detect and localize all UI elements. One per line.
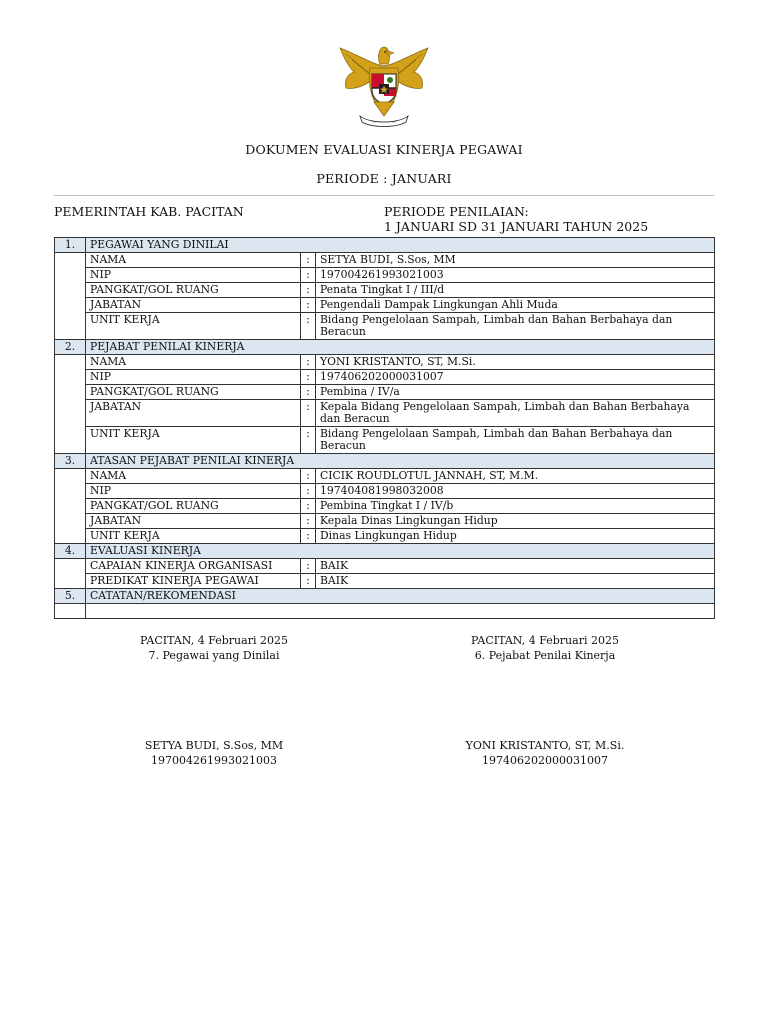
field-value: 197404081998032008: [316, 484, 715, 499]
section-title: ATASAN PEJABAT PENILAI KINERJA: [86, 454, 715, 469]
field-label: UNIT KERJA: [86, 313, 301, 340]
field-value: BAIK: [316, 559, 715, 574]
field-label: NAMA: [86, 253, 301, 268]
sign-place-date: PACITAN, 4 Februari 2025: [471, 634, 619, 647]
field-colon: :: [301, 574, 316, 589]
table-row: [55, 298, 715, 313]
signatory-name: YONI KRISTANTO, ST, M.Si.: [465, 739, 625, 752]
signature-left: [94, 633, 334, 663]
table-row: [55, 268, 715, 283]
table-row: [55, 514, 715, 529]
field-colon: :: [301, 529, 316, 544]
table-row: [55, 469, 715, 484]
section-header: [55, 340, 715, 355]
field-value: Kepala Dinas Lingkungan Hidup: [316, 514, 715, 529]
table-row: [55, 253, 715, 268]
section-header: [55, 238, 715, 253]
field-value: Dinas Lingkungan Hidup: [316, 529, 715, 544]
table-row: [55, 400, 715, 427]
field-colon: :: [301, 484, 316, 499]
field-value: Pembina / IV/a: [316, 385, 715, 400]
field-label: CAPAIAN KINERJA ORGANISASI: [86, 559, 301, 574]
document-title: DOKUMEN EVALUASI KINERJA PEGAWAI: [245, 142, 523, 157]
field-label: NIP: [86, 370, 301, 385]
field-label: NIP: [86, 484, 301, 499]
field-label: JABATAN: [86, 514, 301, 529]
section-title: PEGAWAI YANG DINILAI: [86, 238, 715, 253]
signatory-right: [425, 738, 665, 768]
field-label: PANGKAT/GOL RUANG: [86, 283, 301, 298]
field-value: Pembina Tingkat I / IV/b: [316, 499, 715, 514]
period-title: PERIODE : JANUARI: [316, 171, 452, 186]
field-value: CICIK ROUDLOTUL JANNAH, ST, M.M.: [316, 469, 715, 484]
evaluation-table: [54, 237, 715, 619]
field-label: PREDIKAT KINERJA PEGAWAI: [86, 574, 301, 589]
sign-place-date: PACITAN, 4 Februari 2025: [140, 634, 288, 647]
table-row: [55, 370, 715, 385]
field-value: Kepala Bidang Pengelolaan Sampah, Limbah dan Bahan Berbahaya dan Beracun: [316, 400, 715, 427]
table-row: [55, 499, 715, 514]
field-value: 197406202000031007: [316, 370, 715, 385]
field-colon: :: [301, 268, 316, 283]
field-label: UNIT KERJA: [86, 529, 301, 544]
section-header: [55, 454, 715, 469]
field-value: SETYA BUDI, S.Sos, MM: [316, 253, 715, 268]
table-row: [55, 604, 715, 619]
signatory-nip: 197406202000031007: [482, 754, 608, 767]
field-colon: :: [301, 355, 316, 370]
assessment-period-label: PERIODE PENILAIAN:: [384, 204, 529, 219]
field-colon: :: [301, 283, 316, 298]
table-row: [55, 283, 715, 298]
field-label: UNIT KERJA: [86, 427, 301, 454]
signatory-left: [94, 738, 334, 768]
section-number: 2.: [55, 340, 86, 355]
signatory-name: SETYA BUDI, S.Sos, MM: [144, 739, 284, 752]
section-header: [55, 589, 715, 604]
field-value: Bidang Pengelolaan Sampah, Limbah dan Bahan Berbahaya dan Beracun: [316, 427, 715, 454]
field-colon: :: [301, 559, 316, 574]
table-row: [55, 574, 715, 589]
government-name: PEMERINTAH KAB. PACITAN: [54, 204, 244, 219]
signatory-nip: 197004261993021003: [151, 754, 277, 767]
table-row: [55, 355, 715, 370]
field-colon: :: [301, 469, 316, 484]
field-value: Penata Tingkat I / III/d: [316, 283, 715, 298]
section-title: CATATAN/REKOMENDASI: [86, 589, 715, 604]
sign-role: 6. Pejabat Penilai Kinerja: [474, 649, 616, 662]
table-row: [55, 484, 715, 499]
section-number: 5.: [55, 589, 86, 604]
field-colon: :: [301, 514, 316, 529]
section-number: 1.: [55, 238, 86, 253]
field-colon: :: [301, 400, 316, 427]
garuda-emblem-icon: [334, 44, 434, 130]
field-colon: :: [301, 499, 316, 514]
field-value: 197004261993021003: [316, 268, 715, 283]
field-label: NIP: [86, 268, 301, 283]
signature-right: [425, 633, 665, 663]
field-value: Pengendali Dampak Lingkungan Ahli Muda: [316, 298, 715, 313]
section-header: [55, 544, 715, 559]
field-value: BAIK: [316, 574, 715, 589]
header-divider: [54, 195, 714, 196]
sign-role: 7. Pegawai yang Dinilai: [148, 649, 280, 662]
field-colon: :: [301, 253, 316, 268]
field-colon: :: [301, 298, 316, 313]
field-label: PANGKAT/GOL RUANG: [86, 499, 301, 514]
assessment-period-range: 1 JANUARI SD 31 JANUARI TAHUN 2025: [384, 219, 649, 234]
table-row: [55, 313, 715, 340]
section-title: PEJABAT PENILAI KINERJA: [86, 340, 715, 355]
field-value: YONI KRISTANTO, ST, M.Si.: [316, 355, 715, 370]
field-value: Bidang Pengelolaan Sampah, Limbah dan Bahan Berbahaya dan Beracun: [316, 313, 715, 340]
field-label: JABATAN: [86, 298, 301, 313]
recommendation-note: [86, 604, 715, 619]
table-row: [55, 385, 715, 400]
field-colon: :: [301, 385, 316, 400]
field-colon: :: [301, 313, 316, 340]
field-label: PANGKAT/GOL RUANG: [86, 385, 301, 400]
section-title: EVALUASI KINERJA: [86, 544, 715, 559]
field-colon: :: [301, 427, 316, 454]
section-number: 3.: [55, 454, 86, 469]
field-colon: :: [301, 370, 316, 385]
field-label: NAMA: [86, 469, 301, 484]
table-row: [55, 559, 715, 574]
section-number: 4.: [55, 544, 86, 559]
field-label: NAMA: [86, 355, 301, 370]
field-label: JABATAN: [86, 400, 301, 427]
table-row: [55, 529, 715, 544]
table-row: [55, 427, 715, 454]
